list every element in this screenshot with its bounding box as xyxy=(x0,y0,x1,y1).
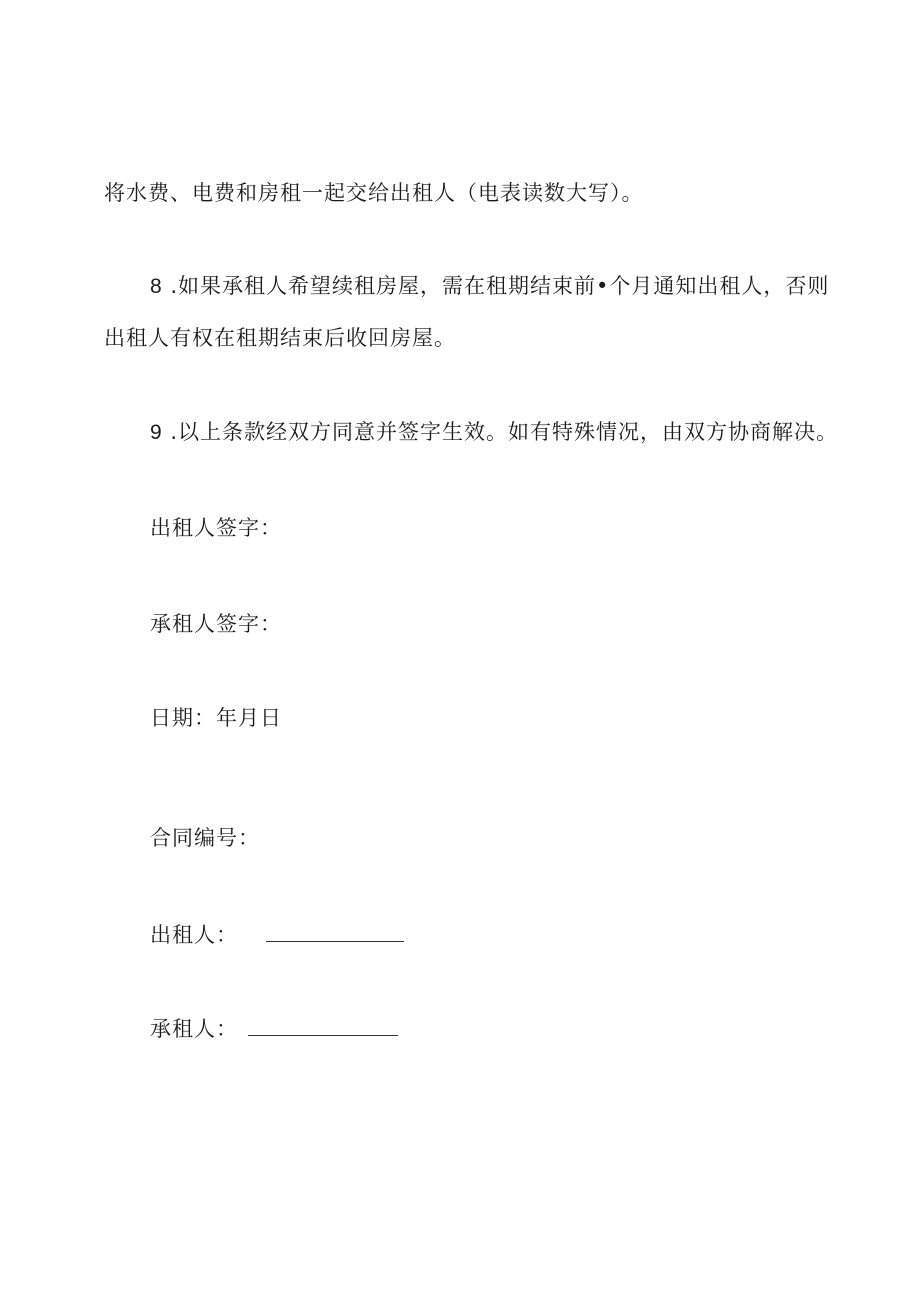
paragraph-text: 将水费、电费和房租一起交给出租人（电表读数大写）。 xyxy=(104,181,644,205)
clause-number: 9 xyxy=(150,421,163,444)
paragraph-continuation xyxy=(104,178,644,208)
lessee-blank-field[interactable] xyxy=(248,1021,398,1036)
clause-9 xyxy=(150,417,838,448)
date-line xyxy=(150,703,282,733)
contract-number-label: 合同编号： xyxy=(150,826,260,850)
lessee-signature-line xyxy=(150,609,282,639)
contract-number-line xyxy=(150,823,260,853)
clause-text: 出租人有权在租期结束后收回房屋。 xyxy=(104,326,456,350)
clause-number: 8 xyxy=(150,275,163,298)
lessor-signature-label: 出租人签字： xyxy=(150,516,282,540)
lessee-signature-label: 承租人签字： xyxy=(150,612,282,636)
lessor-line xyxy=(150,920,404,950)
clause-text: 如果承租人希望续租房屋，需在租期结束前•个月通知出租人，否则 xyxy=(178,274,830,298)
date-label: 日期：年月日 xyxy=(150,706,282,730)
clause-separator: . xyxy=(162,420,179,444)
clause-separator: . xyxy=(162,274,179,298)
lessor-label: 出租人： xyxy=(150,923,238,947)
lessor-blank-field[interactable] xyxy=(266,927,404,942)
clause-text: 以上条款经双方同意并签字生效。如有特殊情况，由双方协商解决。 xyxy=(178,420,839,444)
lessor-signature-line xyxy=(150,513,282,543)
clause-8-continuation xyxy=(104,323,456,353)
lessee-line xyxy=(150,1014,398,1044)
lessee-label: 承租人： xyxy=(150,1017,238,1041)
clause-8 xyxy=(150,271,829,302)
